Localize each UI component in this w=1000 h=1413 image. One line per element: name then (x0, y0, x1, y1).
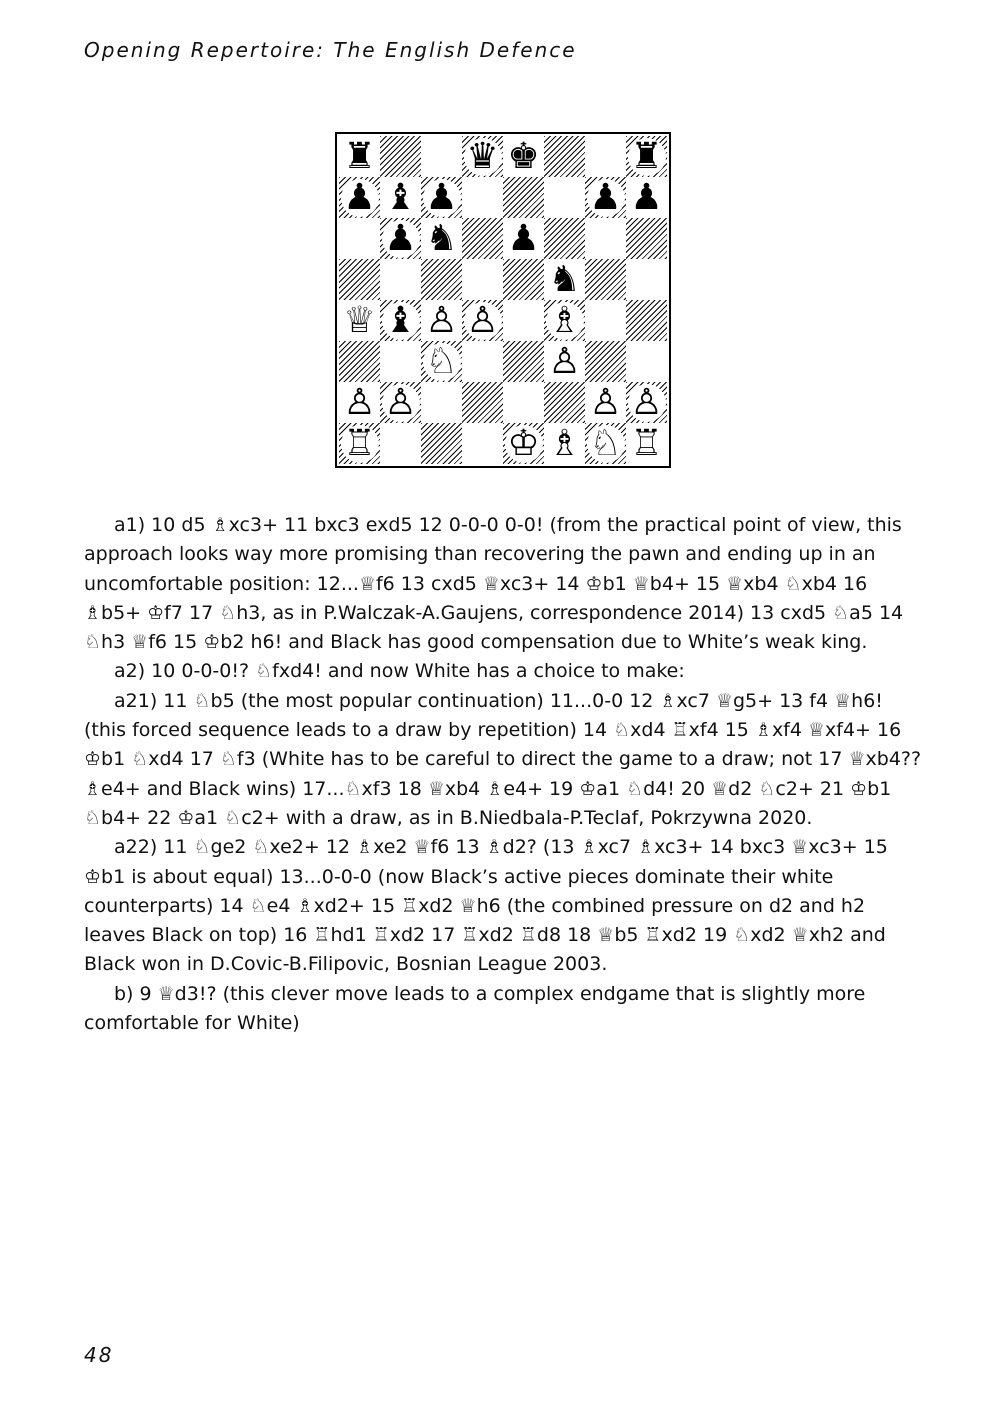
board-square (462, 382, 503, 423)
board-square (626, 136, 667, 177)
chess-diagram (335, 132, 671, 468)
chess-board (339, 136, 667, 464)
body-text (84, 511, 924, 1038)
board-square (339, 136, 380, 177)
board-square (544, 423, 585, 464)
board-square (462, 341, 503, 382)
chess-piece: ♞ (546, 261, 584, 299)
board-square (421, 341, 462, 382)
board-square (380, 382, 421, 423)
paragraph: a2) 10 0-0-0!? ♘fxd4! and now White has a choice to make: (114, 660, 685, 683)
chess-piece: ♞ (423, 220, 461, 258)
board-square (585, 300, 626, 341)
chess-piece: ♝ (382, 179, 420, 217)
board-square (380, 259, 421, 300)
board-square (585, 423, 626, 464)
page-number: 48 (84, 1343, 114, 1367)
board-square (503, 382, 544, 423)
chess-piece: ♜ (628, 138, 666, 176)
board-square (462, 218, 503, 259)
board-square (544, 300, 585, 341)
chess-piece: ♙ (382, 384, 420, 422)
chess-piece: ♟ (341, 179, 379, 217)
board-square (462, 423, 503, 464)
board-square (380, 300, 421, 341)
chess-piece: ♙ (587, 384, 625, 422)
running-head: Opening Repertoire: The English Defence (84, 38, 577, 62)
board-square (585, 218, 626, 259)
board-square (585, 177, 626, 218)
board-square (585, 259, 626, 300)
board-square (380, 136, 421, 177)
chess-piece: ♟ (505, 220, 543, 258)
chess-piece: ♘ (587, 425, 625, 463)
board-square (544, 136, 585, 177)
chess-piece: ♟ (382, 220, 420, 258)
board-square (544, 382, 585, 423)
board-square (544, 341, 585, 382)
board-square (585, 382, 626, 423)
chess-piece: ♚ (505, 138, 543, 176)
board-square (626, 259, 667, 300)
board-square (544, 259, 585, 300)
board-square (626, 423, 667, 464)
board-square (626, 300, 667, 341)
chess-piece: ♙ (546, 343, 584, 381)
chess-piece: ♕ (341, 302, 379, 340)
board-square (462, 300, 503, 341)
board-square (339, 177, 380, 218)
chess-piece: ♟ (423, 179, 461, 217)
board-square (339, 423, 380, 464)
board-square (626, 218, 667, 259)
board-square (380, 218, 421, 259)
board-square (626, 382, 667, 423)
board-square (339, 341, 380, 382)
chess-piece: ♗ (546, 302, 584, 340)
chess-piece: ♖ (628, 425, 666, 463)
board-square (585, 341, 626, 382)
paragraph: b) 9 ♕d3!? (this clever move leads to a complex endgame that is slightly more comfortable for White) (84, 982, 866, 1035)
board-square (462, 177, 503, 218)
board-square (462, 136, 503, 177)
chess-piece: ♙ (423, 302, 461, 340)
chess-piece: ♜ (341, 138, 379, 176)
chess-piece: ♟ (628, 179, 666, 217)
chess-piece: ♗ (546, 425, 584, 463)
board-square (544, 218, 585, 259)
chess-piece: ♙ (341, 384, 379, 422)
board-square (380, 177, 421, 218)
board-square (626, 341, 667, 382)
board-square (503, 300, 544, 341)
chess-piece: ♛ (464, 138, 502, 176)
chess-piece: ♙ (464, 302, 502, 340)
board-square (544, 177, 585, 218)
board-square (503, 341, 544, 382)
chess-piece: ♖ (341, 425, 379, 463)
board-square (503, 218, 544, 259)
board-square (339, 259, 380, 300)
chess-piece: ♔ (505, 425, 543, 463)
board-square (380, 423, 421, 464)
board-square (421, 423, 462, 464)
board-square (421, 300, 462, 341)
board-square (421, 382, 462, 423)
board-square (421, 177, 462, 218)
board-square (503, 423, 544, 464)
chess-piece: ♟ (587, 179, 625, 217)
board-square (421, 136, 462, 177)
board-square (503, 177, 544, 218)
paragraph: a21) 11 ♘b5 (the most popular continuation) 11...0-0 12 ♗xc7 ♕g5+ 13 f4 ♕h6! (this forced sequence leads to a draw by repetition) 14 ♘xd4 ♖xf4 15 ♗xf4 ♕xf4+ 16 ♔b1 ♘xd4 17 ♘f3 (White has to be careful to direct the game to a draw; not 17 ♕xb4?? ♗e4+ and Black wins) 17...♘xf3 18 ♕xb4 ♗e4+ 19 ♔a1 ♘d4! 20 ♕d2 ♘c2+ 21 ♔b1 ♘b4+ 22 ♔a1 ♘c2+ with a draw, as in B.Niedbala-P.Teclaf, Pokrzywna 2020. (84, 689, 922, 829)
paragraph: a1) 10 d5 ♗xc3+ 11 bxc3 exd5 12 0-0-0 0-0! (from the practical point of view, this approach looks way more promising than recovering the pawn and ending up in an uncomfortable position: 12...♕f6 13 cxd5 ♕xc3+ 14 ♔b1 ♕b4+ 15 ♕xb4 ♘xb4 16 ♗b5+ ♔f7 17 ♘h3, as in P.Walczak-A.Gaujens, correspondence 2014) 13 cxd5 ♘a5 14 ♘h3 ♕f6 15 ♔b2 h6! and Black has good compensation due to White’s weak king. (84, 514, 904, 654)
board-square (503, 259, 544, 300)
board-square (339, 300, 380, 341)
board-square (421, 218, 462, 259)
board-square (462, 259, 503, 300)
board-square (339, 382, 380, 423)
board-square (339, 218, 380, 259)
board-square (503, 136, 544, 177)
paragraph: a22) 11 ♘ge2 ♘xe2+ 12 ♗xe2 ♕f6 13 ♗d2? (13 ♗xc7 ♗xc3+ 14 bxc3 ♕xc3+ 15 ♔b1 is about equal) 13...0-0-0 (now Black’s active pieces dominate their white counterparts) 14 ♘e4 ♗xd2+ 15 ♖xd2 ♕h6 (the combined pressure on d2 and h2 leaves Black on top) 16 ♖hd1 ♖xd2 17 ♖xd2 ♖d8 18 ♕b5 ♖xd2 19 ♘xd2 ♕xh2 and Black won in D.Covic-B.Filipovic, Bosnian League 2003. (84, 836, 888, 976)
board-square (380, 341, 421, 382)
chess-piece: ♘ (423, 343, 461, 381)
board-square (585, 136, 626, 177)
board-square (421, 259, 462, 300)
chess-piece: ♝ (382, 302, 420, 340)
board-square (626, 177, 667, 218)
chess-piece: ♙ (628, 384, 666, 422)
